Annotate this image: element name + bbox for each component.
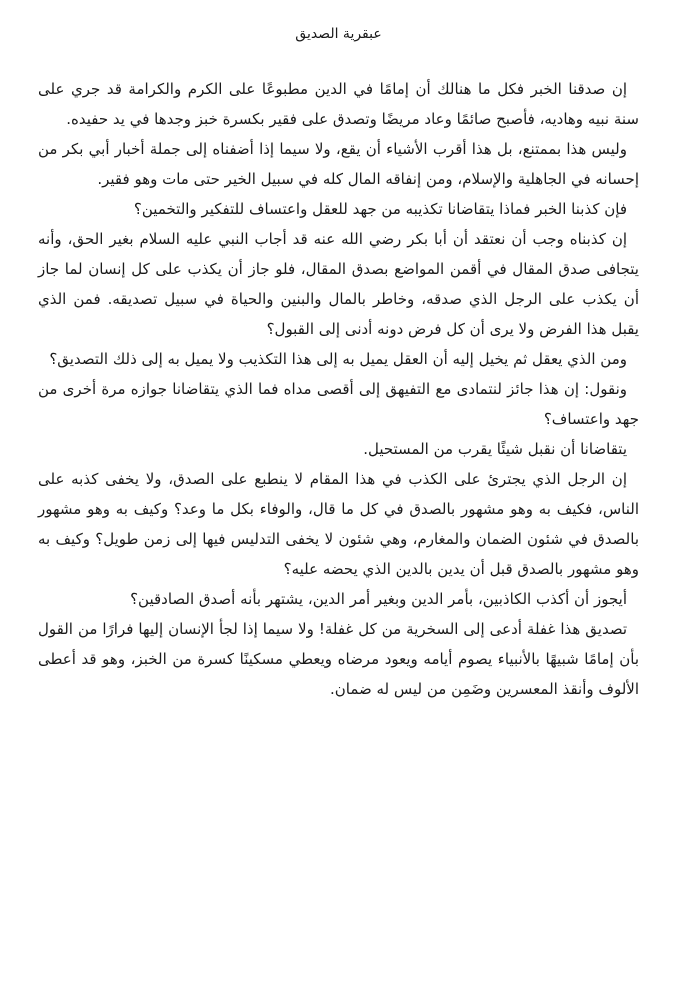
paragraph-2: وليس هذا بممتنع، بل هذا أقرب الأشياء أن يقع، ولا سيما إذا أضفناه إلى جملة أخبار أبي بكر من إحسانه في الجاهلية والإسلام، ومن إنفاقه المال كله في سبيل الخير حتى مات وهو فقير.: [38, 140, 639, 188]
running-header-title: عبقرية الصديق: [295, 26, 382, 42]
paragraph-6: ونقول: إن هذا جائز لنتمادى مع التفيهق إلى أقصى مداه فما الذي يتقاضانا جوازه مرة أخرى من جهد واعتساف؟: [38, 380, 639, 428]
paragraph-7: يتقاضانا أن نقبل شيئًا يقرب من المستحيل.: [363, 440, 627, 458]
paragraph-4: إن كذبناه وجب أن نعتقد أن أبا بكر رضي الله عنه قد أجاب النبي عليه السلام بغير الحق، وأنه يتجافى صدق المقال في أقمن المواضع بصدق المقال، فلو جاز أن يكذب على كل إنسان لما جاز أن يكذب على الرجل الذي صدقه، وخاطر بالمال والبنين والحياة في سبيل تصديقه. فمن الذي يقبل هذا الفرض ولا يرى أن كل فرض دونه أدنى إلى القبول؟: [38, 230, 639, 338]
paragraph-10: تصديق هذا غفلة أدعى إلى السخرية من كل غفلة! ولا سيما إذا لجأ الإنسان إليها فرارًا من القول بأن إمامًا شبيهًا بالأنبياء يصوم أيامه ويعود مرضاه ويعطي مسكينًا كسرة من الخبز، وهو قد أعطى الألوف وأنقذ المعسرين وضَمِن من ليس له ضمان.: [38, 620, 639, 698]
paragraph-1: إن صدقنا الخبر فكل ما هنالك أن إمامًا في الدين مطبوعًا على الكرم والكرامة قد جري على سنة نبيه وهاديه، فأصبح صائمًا وعاد مريضًا وتصدق على فقير بكسرة خبز وجدها في يد حفيده.: [38, 80, 639, 128]
paragraph-9: أيجوز أن أكذب الكاذبين، بأمر الدين وبغير أمر الدين، يشتهر بأنه أصدق الصادقين؟: [130, 590, 627, 608]
paragraph-8: إن الرجل الذي يجترئ على الكذب في هذا المقام لا ينطبع على الصدق، ولا يخفى كذبه على الناس، فكيف به وهو مشهور بالصدق في كل ما قال، والوفاء بكل ما وعد؟ وكيف به وهو مشهور بالصدق في شئون الضمان والمغارم، وهي شئون لا يخفى التدليس فيها إلى زمن طويل؟ وكيف به وهو مشهور بالصدق قبل أن يدين بالدين الذي يحضه عليه؟: [38, 470, 639, 578]
paragraph-3: فإن كذبنا الخبر فماذا يتقاضانا تكذيبه من جهد للعقل واعتساف للتفكير والتخمين؟: [133, 200, 627, 218]
paragraph-5: ومن الذي يعقل ثم يخيل إليه أن العقل يميل به إلى هذا التكذيب ولا يميل به إلى ذلك التصديق؟: [49, 350, 627, 368]
